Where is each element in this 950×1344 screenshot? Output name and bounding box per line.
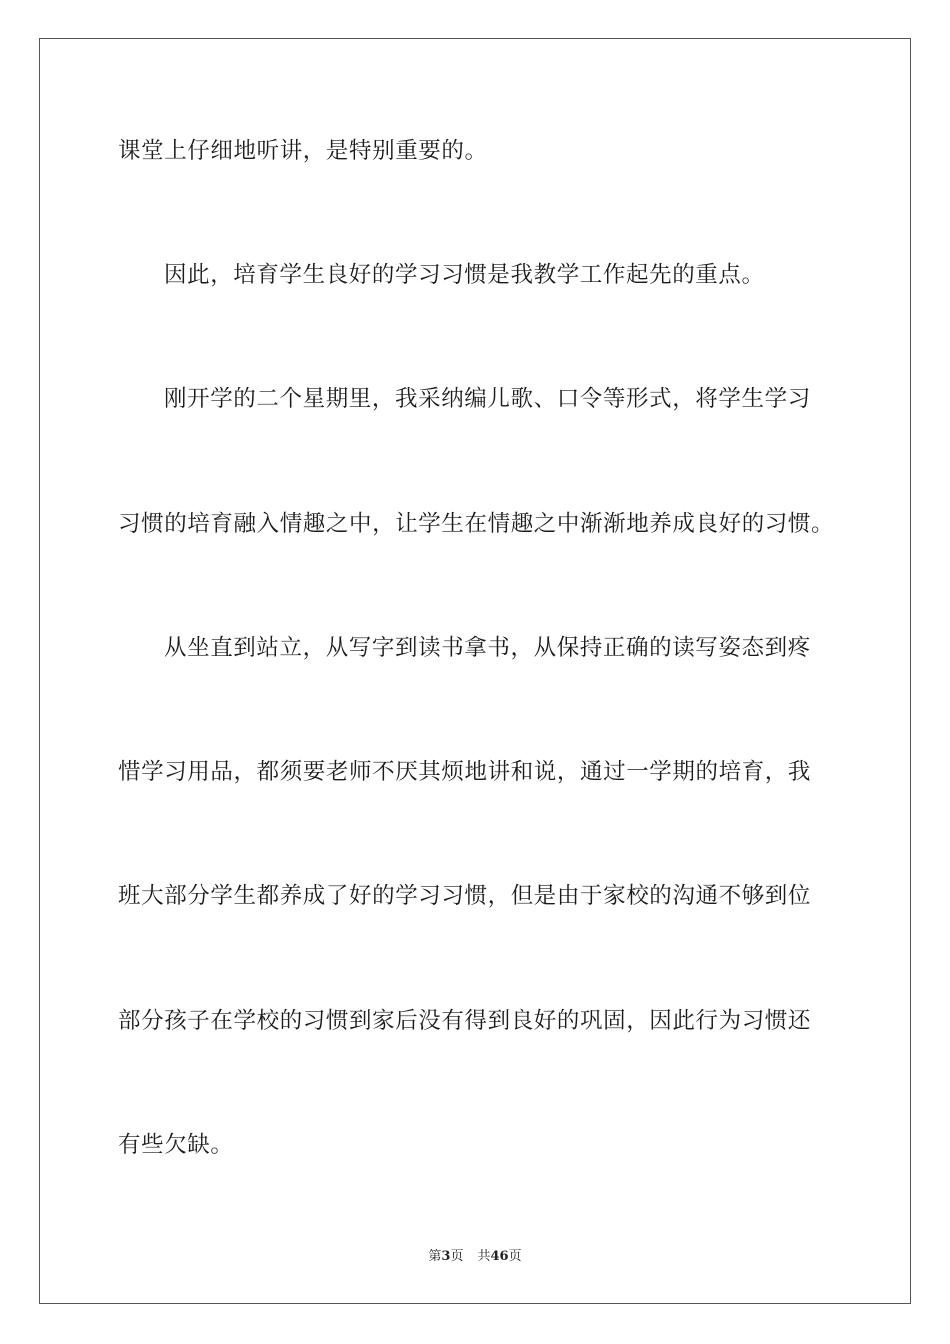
paragraph-line-3: 刚开学的二个星期里，我采纳编儿歌、口令等形式，将学生学习 [164, 386, 811, 412]
paragraph-line-9: 有些欠缺。 [118, 1132, 234, 1158]
paragraph-line-6: 惜学习用品，都须要老师不厌其烦地讲和说，通过一学期的培育，我 [118, 759, 812, 785]
paragraph-line-1: 课堂上仔细地听讲，是特别重要的。 [118, 138, 488, 164]
paragraph-line-8: 部分孩子在学校的习惯到家后没有得到良好的巩固，因此行为习惯还 [118, 1008, 812, 1034]
total-pages: 46 [490, 1249, 509, 1264]
page-footer [0, 1248, 950, 1266]
paragraph-line-2: 因此，培育学生良好的学习习惯是我教学工作起先的重点。 [164, 262, 765, 288]
page-suffix: 页 [450, 1249, 464, 1264]
paragraph-line-7: 班大部分学生都养成了好的学习习惯，但是由于家校的沟通不够到位 [118, 883, 812, 909]
total-suffix: 页 [508, 1249, 522, 1264]
page-number: 3 [441, 1249, 451, 1264]
page-prefix: 第 [428, 1249, 442, 1264]
page-border [39, 38, 911, 1304]
paragraph-line-4: 习惯的培育融入情趣之中，让学生在情趣之中渐渐地养成良好的习惯。 [118, 511, 835, 537]
paragraph-line-5: 从坐直到站立，从写字到读书拿书，从保持正确的读写姿态到疼 [164, 635, 811, 661]
total-prefix: 共 [477, 1249, 491, 1264]
